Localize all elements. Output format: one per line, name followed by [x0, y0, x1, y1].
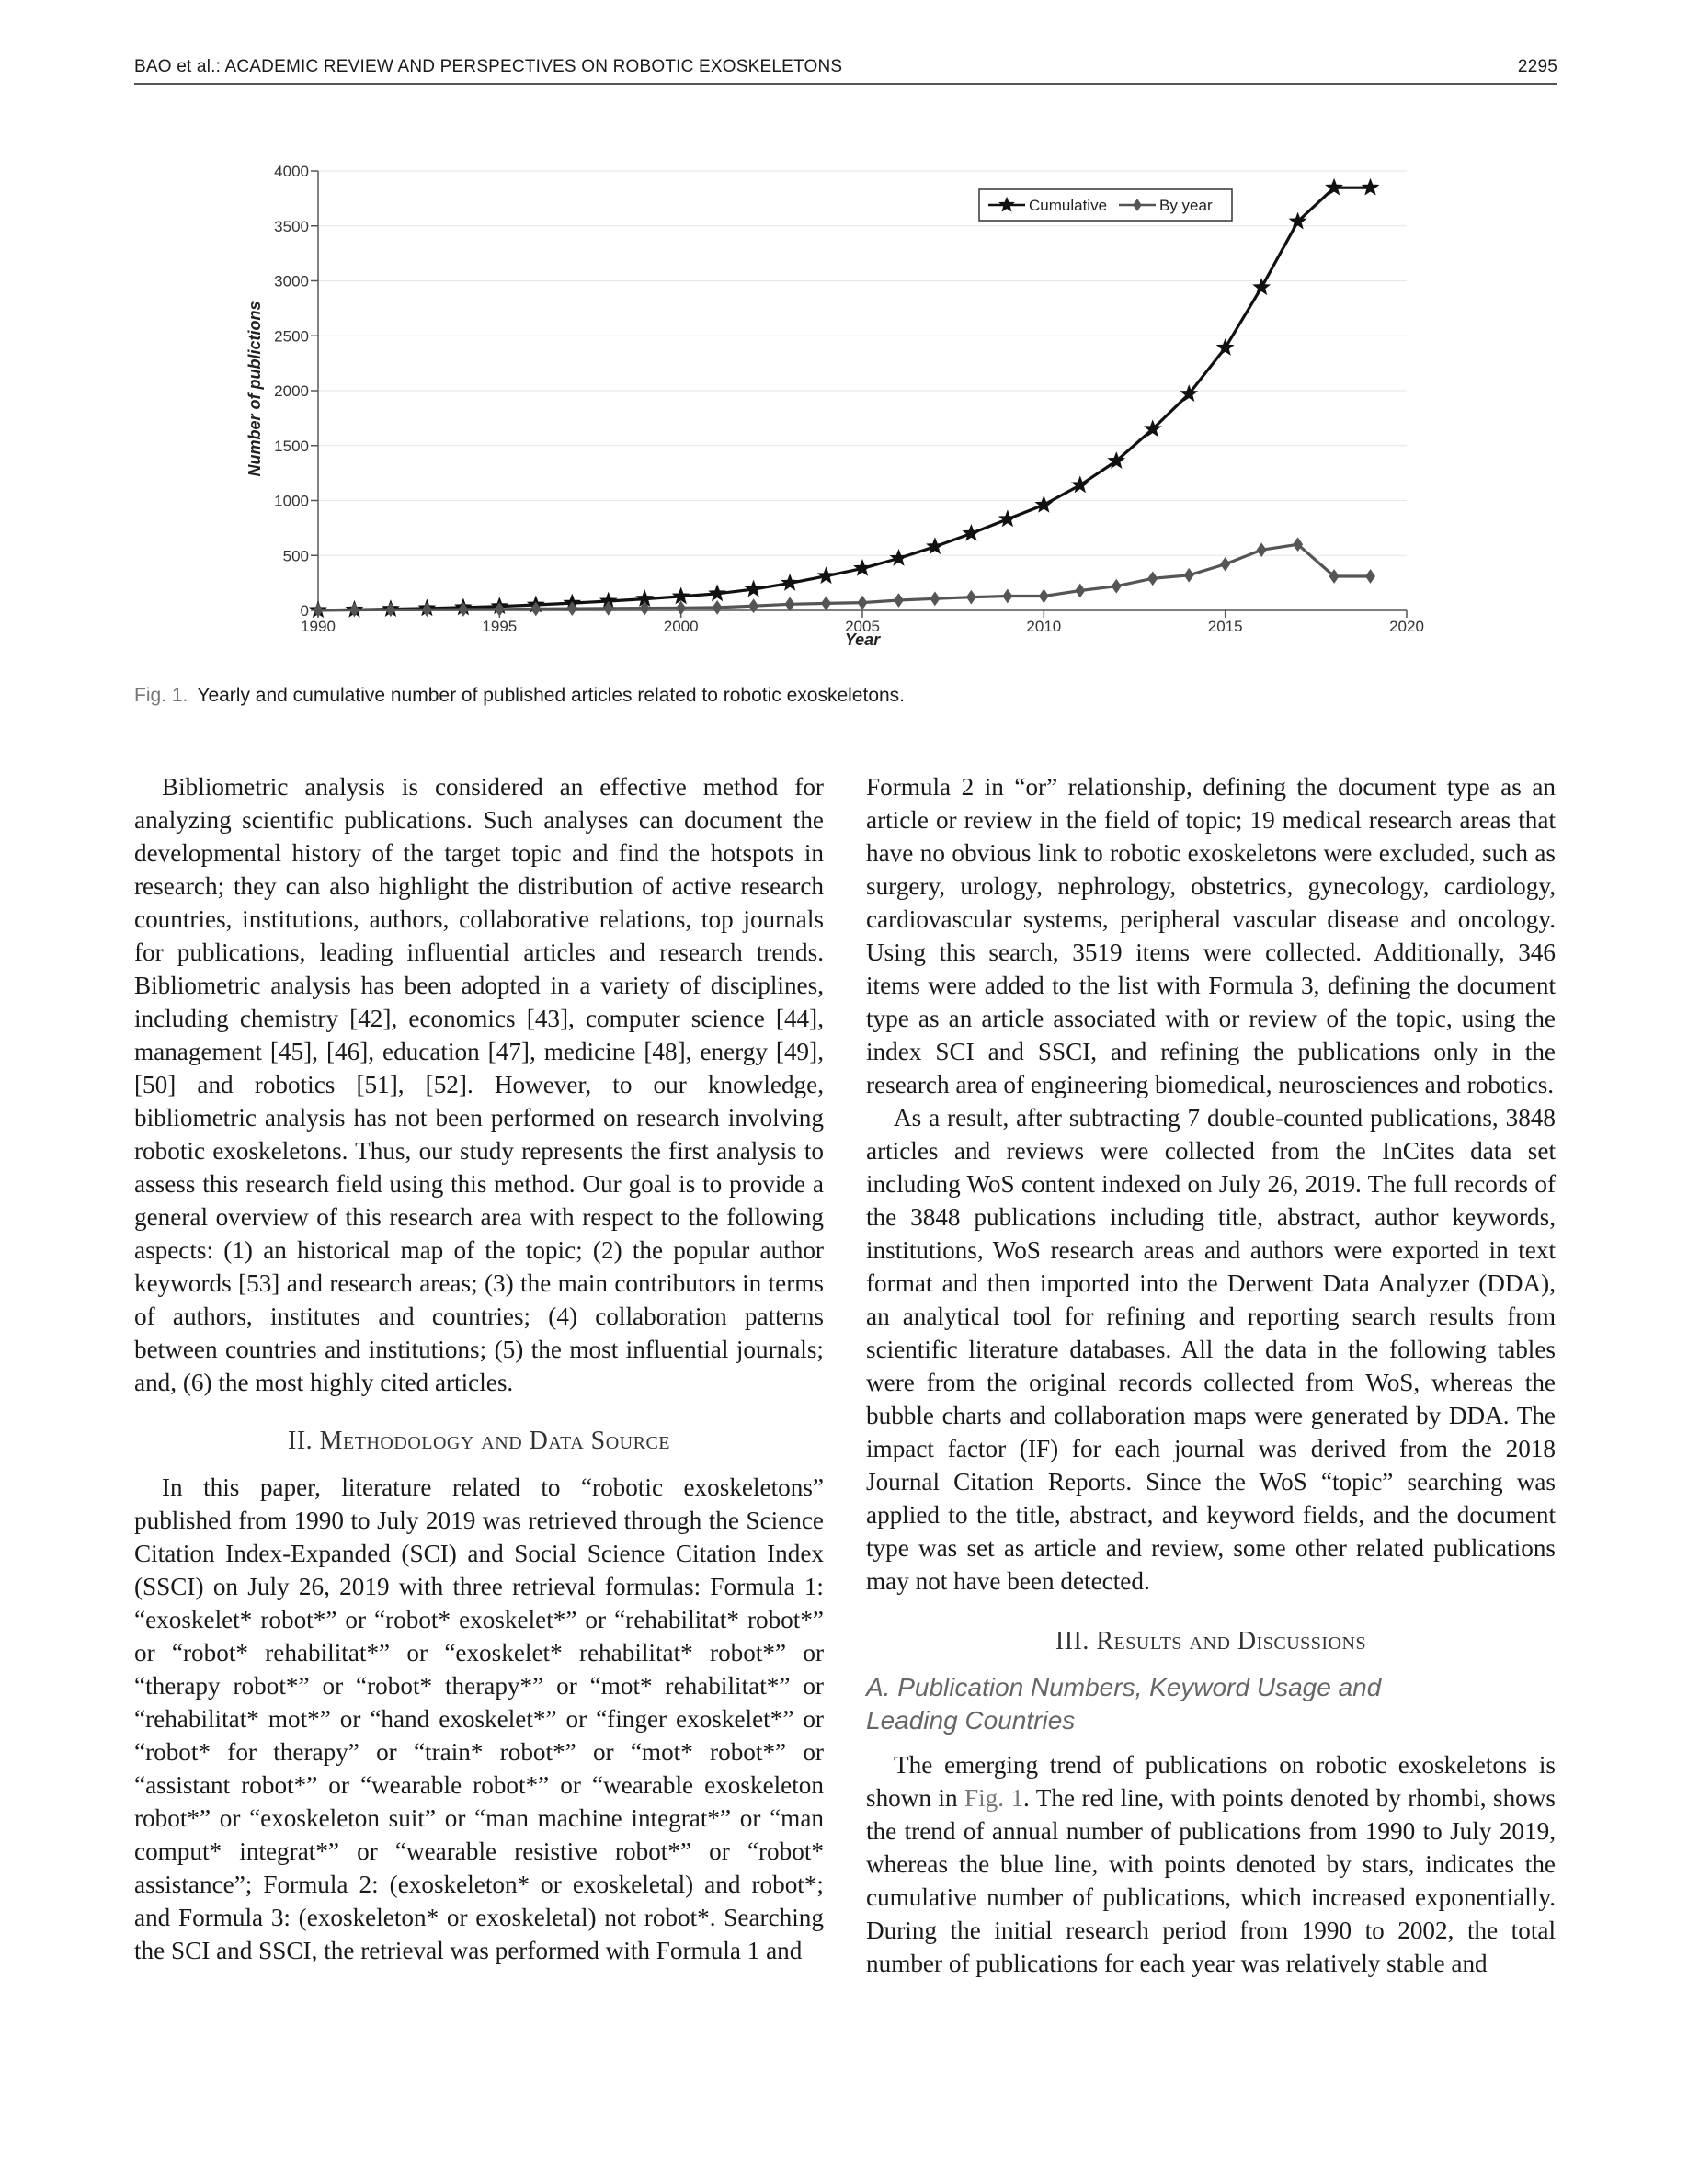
data-point	[895, 594, 904, 607]
x-tick-label: 2005	[845, 618, 880, 635]
y-axis-label: Number of publictions	[245, 301, 264, 477]
data-point	[710, 586, 725, 600]
data-point	[818, 568, 834, 583]
right-column	[866, 770, 1556, 1980]
y-tick-label: 500	[282, 547, 309, 565]
data-point	[1217, 339, 1233, 354]
figure-1-reference-link[interactable]: Fig. 1	[964, 1784, 1024, 1812]
section-2-title: Methodology and Data Source	[319, 1427, 670, 1455]
data-point	[854, 560, 870, 574]
running-title: BAO et al.: ACADEMIC REVIEW AND PERSPECTIVES ON ROBOTIC EXOSKELETONS	[134, 57, 843, 76]
figure-1-chart	[0, 0, 1688, 676]
data-point	[1257, 543, 1266, 556]
chart-series	[310, 179, 1378, 617]
results-paragraph	[866, 1748, 1556, 1980]
data-point	[1363, 179, 1378, 194]
section-3-title: Results and Discussions	[1096, 1627, 1367, 1655]
data-point	[1254, 279, 1270, 294]
data-point	[1036, 496, 1052, 511]
data-point	[1076, 584, 1085, 597]
data-point	[858, 597, 867, 609]
data-point	[1221, 558, 1230, 571]
section-3-number: III.	[1055, 1627, 1089, 1655]
dataset-paragraph: As a result, after subtracting 7 double-counted publications, 3848 articles and reviews were collected from the InCites data set including WoS content indexed on July 26, 2019. The full records of the 3848 publications including title, abstract, author keywords, institutions, WoS research areas and authors were exported in text format and then imported into the Derwent Data Analyzer (DDA), an analytical tool for refining and reporting search results from scientific literature databases. All the data in the following tables were from the original records collected from WoS, whereas the bubble charts and collaboration maps were generated by DDA. The impact factor (IF) for each journal was derived from the 2018 Journal Citation Reports. Since the WoS “topic” searching was applied to the title, abstract, and keyword fields, and the document type was set as article and review, some other related publications may not have been detected.	[866, 1104, 1556, 1595]
data-point	[967, 591, 976, 604]
subsection-a-heading	[866, 1671, 1556, 1737]
data-point	[1003, 589, 1012, 602]
x-tick-label: 2015	[1207, 618, 1243, 635]
y-tick-label: 1500	[274, 437, 309, 455]
section-2-number: II.	[288, 1427, 314, 1455]
data-point	[713, 601, 722, 614]
data-point	[822, 597, 831, 609]
x-tick-label: 2010	[1026, 618, 1062, 635]
data-point	[930, 592, 940, 605]
data-point	[1112, 580, 1121, 593]
y-tick-label: 3000	[274, 272, 309, 290]
series-line	[318, 188, 1371, 610]
methodology-paragraph: In this paper, literature related to “robotic exoskeletons” published from 1990 to July 2019 was retrieved through the Science Citation Index-Expanded (SCI) and Social Science Citation Index (SSCI) on July 26, 2019 with three retrieval formulas: Formula 1: “exoskelet* robot*” or “robot* exoskelet*” or “rehabilitat* robot*” or “robot* rehabilitat*” or “exoskelet* rehabilitat* robot*” or “therapy robot*” or “robot* therapy*” or “mot* rehabilitat*” or “rehabilitat* mot*” or “hand exoskelet*” or “finger exoskelet*” or “robot* for therapy” or “train* robot*” or “mot* robot*” or “assistant robot*” or “wearable robot*” or “wearable exoskeleton robot*” or “exoskeleton suit” or “man machine integrat*” or “man comput* integrat*” or “wearable resistive robot*” or “robot* assistance”; Formula 2: (exoskeleton* or exoskeletal) and robot*; and Formula 3: (exoskeleton* or exoskeletal) not robot*. Searching the SCI and SSCI, the retrieval was performed with Formula 1 and	[134, 1473, 824, 1964]
x-tick-label: 1995	[482, 618, 518, 635]
data-point	[782, 574, 798, 589]
results-text-end: . The red line, with points denoted by rhombi, shows the trend of annual number of publications from 1990 to July 2019, whereas the blue line, with points denoted by stars, indicates the cumulative number of publications, which increased exponentially. During the initial research period from 1990 to 2002, the total number of publications for each year was relatively stable and	[866, 1784, 1556, 1977]
results-text-start: The emerging trend of publications on robotic exoskeletons is shown in	[866, 1751, 1556, 1812]
legend-label: Cumulative	[1029, 197, 1108, 214]
series-by-year	[314, 538, 1374, 616]
data-point	[1366, 570, 1375, 583]
data-point	[746, 581, 761, 596]
y-tick-label: 0	[300, 602, 309, 620]
section-3-heading	[866, 1625, 1556, 1658]
data-point	[785, 597, 794, 610]
intro-paragraph: Bibliometric analysis is considered an effective method for analyzing scientific publications. Such analyses can document the developmental history of the target topic and find the hotspots in research; they can also highlight the distribution of active research countries, institutions, authors, collaborative relations, top journals for publications, leading influential articles and research trends. Bibliometric analysis has been adopted in a variety of disciplines, including chemistry [42], economics [43], computer science [44], management [45], [46], education [47], medicine [48], energy [49], [50] and robotics [51], [52]. However, to our knowledge, bibliometric analysis has not been performed on research involving robotic exoskeletons. Thus, our study represents the first analysis to assess this research field using this method. Our goal is to provide a general overview of this research area with respect to the following aspects: (1) an historical map of the topic; (2) the popular author keywords [53] and research areas; (3) the main contributors in terms of authors, institutes and countries; (4) collaboration patterns between countries and institutions; (5) the most influential journals; and, (6) the most highly cited articles.	[134, 773, 824, 1396]
y-tick-labels	[274, 163, 309, 620]
x-axis-label: Year	[844, 631, 881, 649]
y-tick-label: 3500	[274, 217, 309, 235]
data-point	[1039, 589, 1048, 602]
data-point	[677, 601, 686, 614]
series-cumulative	[310, 179, 1378, 617]
data-point	[1148, 572, 1158, 585]
subsection-a-line1: A. Publication Numbers, Keyword Usage and	[866, 1673, 1382, 1701]
x-tick-label: 2000	[663, 618, 699, 635]
chart-legend	[979, 189, 1232, 221]
y-tick-label: 2000	[274, 382, 309, 400]
data-point	[891, 550, 907, 564]
figure-label: Fig. 1.	[134, 685, 188, 706]
series-line	[318, 544, 1371, 610]
y-tick-label: 2500	[274, 327, 309, 346]
section-2-heading	[134, 1425, 824, 1458]
figure-caption-text: Yearly and cumulative number of published articles related to robotic exoskeletons.	[197, 685, 906, 706]
y-tick-label: 1000	[274, 492, 309, 510]
subsection-a-line2: Leading Countries	[866, 1706, 1076, 1735]
x-tick-label: 1990	[301, 618, 336, 635]
data-point	[1184, 569, 1193, 582]
left-column	[134, 770, 824, 1967]
y-tick-label: 4000	[274, 163, 309, 180]
legend-label: By year	[1159, 197, 1213, 214]
data-point	[999, 511, 1015, 526]
x-tick-label: 2020	[1389, 618, 1424, 635]
chart-axes	[311, 171, 1407, 618]
data-point	[927, 539, 942, 553]
formula-paragraph: Formula 2 in “or” relationship, defining the document type as an article or review in the field of topic; 19 medical research areas that have no obvious link to robotic exoskeletons were excluded, such as surgery, urology, nephrology, obstetrics, gynecology, cardiology, cardiovascular systems, peripheral vascular disease and oncology. Using this search, 3519 items were collected. Additionally, 346 items were added to the list with Formula 3, defining the document type as an article associated with or review of the topic, using the index SCI and SSCI, and refining the publications only in the research area of engineering biomedical, neurosciences and robotics.	[866, 773, 1556, 1098]
chart-grid	[318, 171, 1407, 555]
data-point	[964, 525, 979, 540]
page-number: 2295	[1517, 57, 1557, 76]
figure-caption	[134, 685, 1557, 707]
